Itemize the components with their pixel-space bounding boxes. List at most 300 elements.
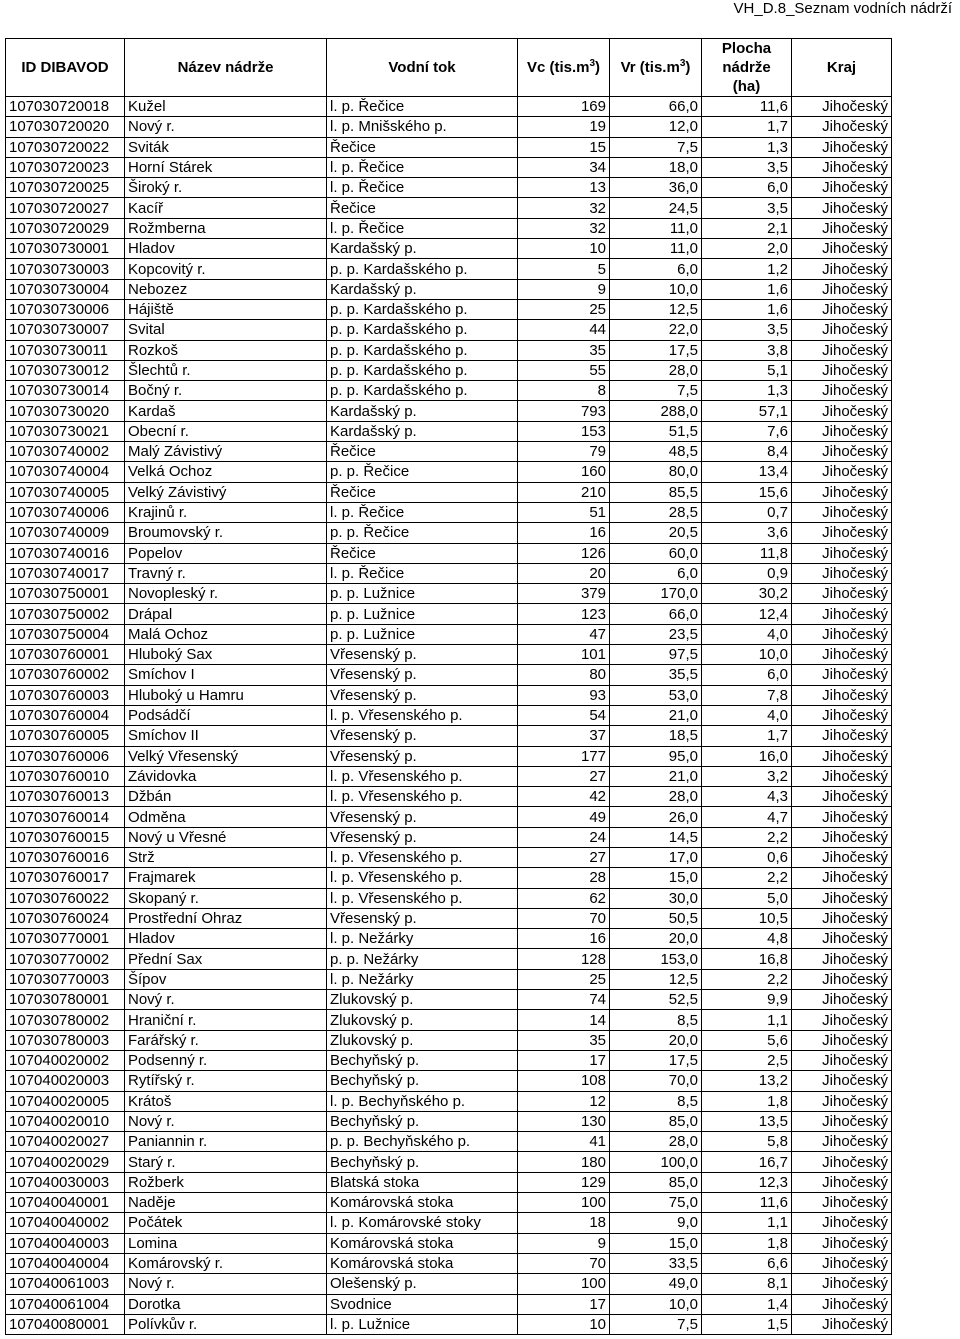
table-row — [6, 787, 892, 807]
cell-plocha: 1,3 — [702, 381, 792, 401]
cell-id: 107030730006 — [6, 299, 125, 319]
cell-id: 107030730003 — [6, 259, 125, 279]
cell-vr: 6,0 — [610, 563, 702, 583]
cell-vr: 85,5 — [610, 482, 702, 502]
cell-id: 107030730004 — [6, 279, 125, 299]
cell-vr: 28,0 — [610, 787, 702, 807]
cell-plocha: 0,6 — [702, 847, 792, 867]
cell-nazev: Paniannin r. — [125, 1132, 327, 1152]
cell-kraj: Jihočeský — [792, 665, 892, 685]
cell-id: 107030730001 — [6, 239, 125, 259]
cell-vr: 70,0 — [610, 1071, 702, 1091]
cell-vc: 27 — [518, 766, 610, 786]
cell-nazev: Smíchov I — [125, 665, 327, 685]
cell-vc: 180 — [518, 1152, 610, 1172]
cell-kraj: Jihočeský — [792, 198, 892, 218]
cell-kraj: Jihočeský — [792, 360, 892, 380]
cell-vc: 55 — [518, 360, 610, 380]
cell-vr: 15,0 — [610, 1233, 702, 1253]
table-row — [6, 1274, 892, 1294]
cell-nazev: Svital — [125, 320, 327, 340]
cell-kraj: Jihočeský — [792, 401, 892, 421]
cell-tok: Řečice — [327, 442, 518, 462]
table-row — [6, 685, 892, 705]
cell-kraj: Jihočeský — [792, 97, 892, 117]
cell-vr: 50,5 — [610, 908, 702, 928]
cell-plocha: 2,5 — [702, 1050, 792, 1070]
cell-plocha: 4,8 — [702, 929, 792, 949]
table-row — [6, 442, 892, 462]
cell-id: 107030730021 — [6, 421, 125, 441]
cell-nazev: Starý r. — [125, 1152, 327, 1172]
cell-tok: l. p. Řečice — [327, 502, 518, 522]
cell-nazev: Broumovský r. — [125, 523, 327, 543]
cell-nazev: Naděje — [125, 1193, 327, 1213]
cell-id: 107030740004 — [6, 462, 125, 482]
cell-nazev: Hájiště — [125, 299, 327, 319]
cell-nazev: Sviták — [125, 137, 327, 157]
cell-id: 107030760003 — [6, 685, 125, 705]
cell-vr: 97,5 — [610, 645, 702, 665]
cell-plocha: 57,1 — [702, 401, 792, 421]
cell-vc: 18 — [518, 1213, 610, 1233]
table-row — [6, 239, 892, 259]
cell-id: 107030750004 — [6, 624, 125, 644]
cell-plocha: 1,4 — [702, 1294, 792, 1314]
cell-vc: 51 — [518, 502, 610, 522]
header-kraj: Kraj — [792, 39, 892, 97]
cell-vc: 19 — [518, 117, 610, 137]
cell-vr: 20,0 — [610, 929, 702, 949]
cell-id: 107040020029 — [6, 1152, 125, 1172]
cell-id: 107030760002 — [6, 665, 125, 685]
cell-vr: 21,0 — [610, 705, 702, 725]
cell-kraj: Jihočeský — [792, 908, 892, 928]
table-row — [6, 482, 892, 502]
cell-id: 107030760016 — [6, 847, 125, 867]
cell-kraj: Jihočeský — [792, 421, 892, 441]
cell-id: 107030760006 — [6, 746, 125, 766]
cell-id: 107030730012 — [6, 360, 125, 380]
cell-tok: p. p. Kardašského p. — [327, 320, 518, 340]
cell-vc: 153 — [518, 421, 610, 441]
cell-kraj: Jihočeský — [792, 523, 892, 543]
cell-vr: 21,0 — [610, 766, 702, 786]
cell-id: 107030740005 — [6, 482, 125, 502]
cell-plocha: 7,6 — [702, 421, 792, 441]
table-row — [6, 807, 892, 827]
cell-nazev: Džbán — [125, 787, 327, 807]
cell-nazev: Závidovka — [125, 766, 327, 786]
cell-tok: p. p. Kardašského p. — [327, 259, 518, 279]
cell-kraj: Jihočeský — [792, 949, 892, 969]
cell-nazev: Horní Stárek — [125, 157, 327, 177]
cell-nazev: Drápal — [125, 604, 327, 624]
cell-tok: Komárovská stoka — [327, 1253, 518, 1273]
table-row — [6, 462, 892, 482]
cell-vc: 10 — [518, 1314, 610, 1334]
cell-id: 107030760015 — [6, 827, 125, 847]
cell-vr: 9,0 — [610, 1213, 702, 1233]
header-plocha-2: nádrže — [722, 59, 771, 76]
header-vc — [518, 39, 610, 97]
cell-tok: p. p. Kardašského p. — [327, 381, 518, 401]
cell-tok: l. p. Řečice — [327, 178, 518, 198]
cell-id: 107040040001 — [6, 1193, 125, 1213]
cell-plocha: 3,8 — [702, 340, 792, 360]
cell-nazev: Nový r. — [125, 1111, 327, 1131]
cell-vr: 66,0 — [610, 604, 702, 624]
cell-nazev: Kacíř — [125, 198, 327, 218]
cell-vc: 34 — [518, 157, 610, 177]
cell-nazev: Hladov — [125, 239, 327, 259]
cell-tok: Bechyňský p. — [327, 1152, 518, 1172]
cell-nazev: Velká Ochoz — [125, 462, 327, 482]
cell-tok: l. p. Mnišského p. — [327, 117, 518, 137]
cell-tok: p. p. Kardašského p. — [327, 360, 518, 380]
cell-tok: p. p. Řečice — [327, 523, 518, 543]
cell-plocha: 2,0 — [702, 239, 792, 259]
table-row — [6, 1314, 892, 1334]
cell-nazev: Nový r. — [125, 1274, 327, 1294]
cell-id: 107030730014 — [6, 381, 125, 401]
cell-vr: 36,0 — [610, 178, 702, 198]
cell-kraj: Jihočeský — [792, 218, 892, 238]
cell-kraj: Jihočeský — [792, 137, 892, 157]
cell-vr: 288,0 — [610, 401, 702, 421]
cell-vr: 28,5 — [610, 502, 702, 522]
table-row — [6, 949, 892, 969]
cell-nazev: Skopaný r. — [125, 888, 327, 908]
cell-plocha: 3,6 — [702, 523, 792, 543]
cell-nazev: Komárovský r. — [125, 1253, 327, 1273]
cell-nazev: Krajinů r. — [125, 502, 327, 522]
cell-vr: 28,0 — [610, 360, 702, 380]
table-row — [6, 401, 892, 421]
cell-vc: 35 — [518, 1030, 610, 1050]
cell-plocha: 4,0 — [702, 705, 792, 725]
cell-kraj: Jihočeský — [792, 624, 892, 644]
header-vr-text: Vr (tis.m — [620, 59, 680, 76]
cell-vr: 95,0 — [610, 746, 702, 766]
cell-plocha: 1,7 — [702, 726, 792, 746]
cell-id: 107030760001 — [6, 645, 125, 665]
cell-vc: 35 — [518, 340, 610, 360]
cell-nazev: Polívkův r. — [125, 1314, 327, 1334]
cell-vc: 126 — [518, 543, 610, 563]
cell-kraj: Jihočeský — [792, 584, 892, 604]
table-header-row — [6, 39, 892, 97]
cell-plocha: 4,7 — [702, 807, 792, 827]
cell-nazev: Travný r. — [125, 563, 327, 583]
table-row — [6, 1111, 892, 1131]
cell-vc: 47 — [518, 624, 610, 644]
header-vc-sup: 3 — [589, 58, 596, 69]
cell-id: 107040020010 — [6, 1111, 125, 1131]
cell-tok: l. p. Řečice — [327, 157, 518, 177]
cell-vc: 128 — [518, 949, 610, 969]
cell-nazev: Strž — [125, 847, 327, 867]
cell-tok: l. p. Vřesenského p. — [327, 888, 518, 908]
cell-kraj: Jihočeský — [792, 178, 892, 198]
cell-vc: 25 — [518, 969, 610, 989]
cell-vc: 54 — [518, 705, 610, 725]
cell-tok: l. p. Vřesenského p. — [327, 787, 518, 807]
cell-vr: 8,5 — [610, 1091, 702, 1111]
header-id: ID DIBAVOD — [6, 39, 125, 97]
cell-vc: 37 — [518, 726, 610, 746]
cell-kraj: Jihočeský — [792, 726, 892, 746]
cell-plocha: 1,6 — [702, 299, 792, 319]
cell-vc: 130 — [518, 1111, 610, 1131]
cell-id: 107040040004 — [6, 1253, 125, 1273]
cell-vr: 8,5 — [610, 1010, 702, 1030]
cell-plocha: 2,2 — [702, 827, 792, 847]
table-row — [6, 665, 892, 685]
header-vr-sup: 3 — [679, 58, 686, 69]
table-row — [6, 543, 892, 563]
cell-tok: Bechyňský p. — [327, 1050, 518, 1070]
cell-vc: 16 — [518, 523, 610, 543]
cell-id: 107030770003 — [6, 969, 125, 989]
cell-kraj: Jihočeský — [792, 1193, 892, 1213]
cell-tok: Zlukovský p. — [327, 1010, 518, 1030]
cell-tok: Vřesenský p. — [327, 665, 518, 685]
cell-kraj: Jihočeský — [792, 462, 892, 482]
table-row — [6, 137, 892, 157]
cell-tok: l. p. Řečice — [327, 218, 518, 238]
table-row — [6, 1294, 892, 1314]
cell-id: 107030760013 — [6, 787, 125, 807]
cell-plocha: 13,4 — [702, 462, 792, 482]
cell-tok: Řečice — [327, 543, 518, 563]
table-row — [6, 1091, 892, 1111]
cell-tok: Svodnice — [327, 1294, 518, 1314]
cell-tok: Vřesenský p. — [327, 645, 518, 665]
table-row — [6, 198, 892, 218]
cell-plocha: 12,3 — [702, 1172, 792, 1192]
cell-id: 107030760024 — [6, 908, 125, 928]
table-row — [6, 259, 892, 279]
cell-plocha: 13,2 — [702, 1071, 792, 1091]
cell-id: 107030760017 — [6, 868, 125, 888]
cell-kraj: Jihočeský — [792, 1030, 892, 1050]
cell-kraj: Jihočeský — [792, 239, 892, 259]
cell-plocha: 1,1 — [702, 1213, 792, 1233]
cell-vc: 74 — [518, 990, 610, 1010]
cell-id: 107030730007 — [6, 320, 125, 340]
cell-vc: 28 — [518, 868, 610, 888]
cell-nazev: Šípov — [125, 969, 327, 989]
cell-kraj: Jihočeský — [792, 847, 892, 867]
cell-id: 107030780002 — [6, 1010, 125, 1030]
cell-plocha: 8,4 — [702, 442, 792, 462]
cell-plocha: 9,9 — [702, 990, 792, 1010]
cell-nazev: Nový r. — [125, 990, 327, 1010]
header-plocha-1: Plocha — [721, 40, 772, 57]
cell-kraj: Jihočeský — [792, 604, 892, 624]
cell-plocha: 16,8 — [702, 949, 792, 969]
cell-nazev: Velký Vřesenský — [125, 746, 327, 766]
cell-nazev: Bočný r. — [125, 381, 327, 401]
cell-vc: 79 — [518, 442, 610, 462]
cell-tok: Vřesenský p. — [327, 908, 518, 928]
cell-kraj: Jihočeský — [792, 1071, 892, 1091]
cell-tok: p. p. Kardašského p. — [327, 340, 518, 360]
cell-kraj: Jihočeský — [792, 1213, 892, 1233]
cell-id: 107040030003 — [6, 1172, 125, 1192]
cell-vr: 18,0 — [610, 157, 702, 177]
cell-nazev: Rožmberna — [125, 218, 327, 238]
cell-plocha: 3,5 — [702, 157, 792, 177]
cell-id: 107030720018 — [6, 97, 125, 117]
cell-plocha: 3,2 — [702, 766, 792, 786]
cell-kraj: Jihočeský — [792, 543, 892, 563]
table-row — [6, 1050, 892, 1070]
cell-vr: 170,0 — [610, 584, 702, 604]
cell-vr: 11,0 — [610, 218, 702, 238]
cell-plocha: 30,2 — [702, 584, 792, 604]
cell-nazev: Hluboký u Hamru — [125, 685, 327, 705]
cell-kraj: Jihočeský — [792, 381, 892, 401]
cell-kraj: Jihočeský — [792, 645, 892, 665]
cell-plocha: 5,1 — [702, 360, 792, 380]
cell-vc: 41 — [518, 1132, 610, 1152]
cell-kraj: Jihočeský — [792, 1050, 892, 1070]
cell-nazev: Kardaš — [125, 401, 327, 421]
cell-tok: Kardašský p. — [327, 279, 518, 299]
cell-id: 107040020027 — [6, 1132, 125, 1152]
cell-id: 107030760004 — [6, 705, 125, 725]
table-row — [6, 218, 892, 238]
cell-tok: l. p. Nežárky — [327, 929, 518, 949]
cell-kraj: Jihočeský — [792, 1132, 892, 1152]
cell-kraj: Jihočeský — [792, 929, 892, 949]
cell-plocha: 5,0 — [702, 888, 792, 908]
table-row — [6, 299, 892, 319]
cell-tok: Vřesenský p. — [327, 685, 518, 705]
cell-vc: 8 — [518, 381, 610, 401]
cell-vr: 10,0 — [610, 279, 702, 299]
cell-nazev: Krátoš — [125, 1091, 327, 1111]
cell-id: 107030760014 — [6, 807, 125, 827]
cell-vr: 6,0 — [610, 259, 702, 279]
cell-vr: 53,0 — [610, 685, 702, 705]
table-row — [6, 279, 892, 299]
cell-nazev: Počátek — [125, 1213, 327, 1233]
cell-tok: l. p. Komárovské stoky — [327, 1213, 518, 1233]
cell-vr: 49,0 — [610, 1274, 702, 1294]
cell-vr: 30,0 — [610, 888, 702, 908]
table-row — [6, 624, 892, 644]
cell-vc: 32 — [518, 218, 610, 238]
cell-tok: Řečice — [327, 198, 518, 218]
cell-vc: 20 — [518, 563, 610, 583]
cell-kraj: Jihočeský — [792, 279, 892, 299]
table-row — [6, 117, 892, 137]
table-row — [6, 604, 892, 624]
table-row — [6, 746, 892, 766]
cell-plocha: 15,6 — [702, 482, 792, 502]
cell-kraj: Jihočeský — [792, 1111, 892, 1131]
table-row — [6, 1010, 892, 1030]
cell-tok: Komárovská stoka — [327, 1233, 518, 1253]
table-row — [6, 645, 892, 665]
cell-vc: 16 — [518, 929, 610, 949]
cell-id: 107030720029 — [6, 218, 125, 238]
cell-tok: p. p. Bechyňského p. — [327, 1132, 518, 1152]
cell-tok: l. p. Nežárky — [327, 969, 518, 989]
cell-vr: 12,0 — [610, 117, 702, 137]
cell-vr: 23,5 — [610, 624, 702, 644]
cell-kraj: Jihočeský — [792, 787, 892, 807]
cell-plocha: 2,2 — [702, 969, 792, 989]
cell-nazev: Šlechtů r. — [125, 360, 327, 380]
cell-tok: l. p. Bechyňského p. — [327, 1091, 518, 1111]
table-row — [6, 827, 892, 847]
cell-vr: 33,5 — [610, 1253, 702, 1273]
cell-vc: 9 — [518, 1233, 610, 1253]
cell-tok: Vřesenský p. — [327, 746, 518, 766]
header-vr — [610, 39, 702, 97]
cell-tok: p. p. Lužnice — [327, 624, 518, 644]
cell-id: 107040040002 — [6, 1213, 125, 1233]
table-row — [6, 868, 892, 888]
cell-vr: 22,0 — [610, 320, 702, 340]
cell-vr: 12,5 — [610, 969, 702, 989]
cell-nazev: Smíchov II — [125, 726, 327, 746]
cell-nazev: Hladov — [125, 929, 327, 949]
cell-nazev: Obecní r. — [125, 421, 327, 441]
cell-vr: 52,5 — [610, 990, 702, 1010]
cell-id: 107030740002 — [6, 442, 125, 462]
cell-plocha: 10,5 — [702, 908, 792, 928]
cell-plocha: 1,3 — [702, 137, 792, 157]
cell-kraj: Jihočeský — [792, 766, 892, 786]
table-row — [6, 340, 892, 360]
table-row — [6, 1233, 892, 1253]
cell-kraj: Jihočeský — [792, 1152, 892, 1172]
cell-kraj: Jihočeský — [792, 1274, 892, 1294]
table-row — [6, 502, 892, 522]
cell-vr: 26,0 — [610, 807, 702, 827]
cell-tok: Řečice — [327, 137, 518, 157]
cell-nazev: Hraniční r. — [125, 1010, 327, 1030]
cell-nazev: Farářský r. — [125, 1030, 327, 1050]
table-row — [6, 1132, 892, 1152]
cell-nazev: Novopleský r. — [125, 584, 327, 604]
cell-vr: 48,5 — [610, 442, 702, 462]
cell-nazev: Podsenný r. — [125, 1050, 327, 1070]
cell-vc: 80 — [518, 665, 610, 685]
table-row — [6, 97, 892, 117]
cell-tok: l. p. Vřesenského p. — [327, 847, 518, 867]
cell-nazev: Rozkoš — [125, 340, 327, 360]
cell-vr: 85,0 — [610, 1172, 702, 1192]
table-row — [6, 563, 892, 583]
cell-plocha: 5,6 — [702, 1030, 792, 1050]
cell-plocha: 1,8 — [702, 1091, 792, 1111]
cell-plocha: 11,6 — [702, 1193, 792, 1213]
cell-vr: 15,0 — [610, 868, 702, 888]
cell-nazev: Podsádčí — [125, 705, 327, 725]
cell-tok: l. p. Lužnice — [327, 1314, 518, 1334]
table-row — [6, 1193, 892, 1213]
cell-plocha: 2,1 — [702, 218, 792, 238]
header-vc-end: ) — [595, 59, 601, 76]
cell-vc: 100 — [518, 1193, 610, 1213]
cell-nazev: Rytířský r. — [125, 1071, 327, 1091]
